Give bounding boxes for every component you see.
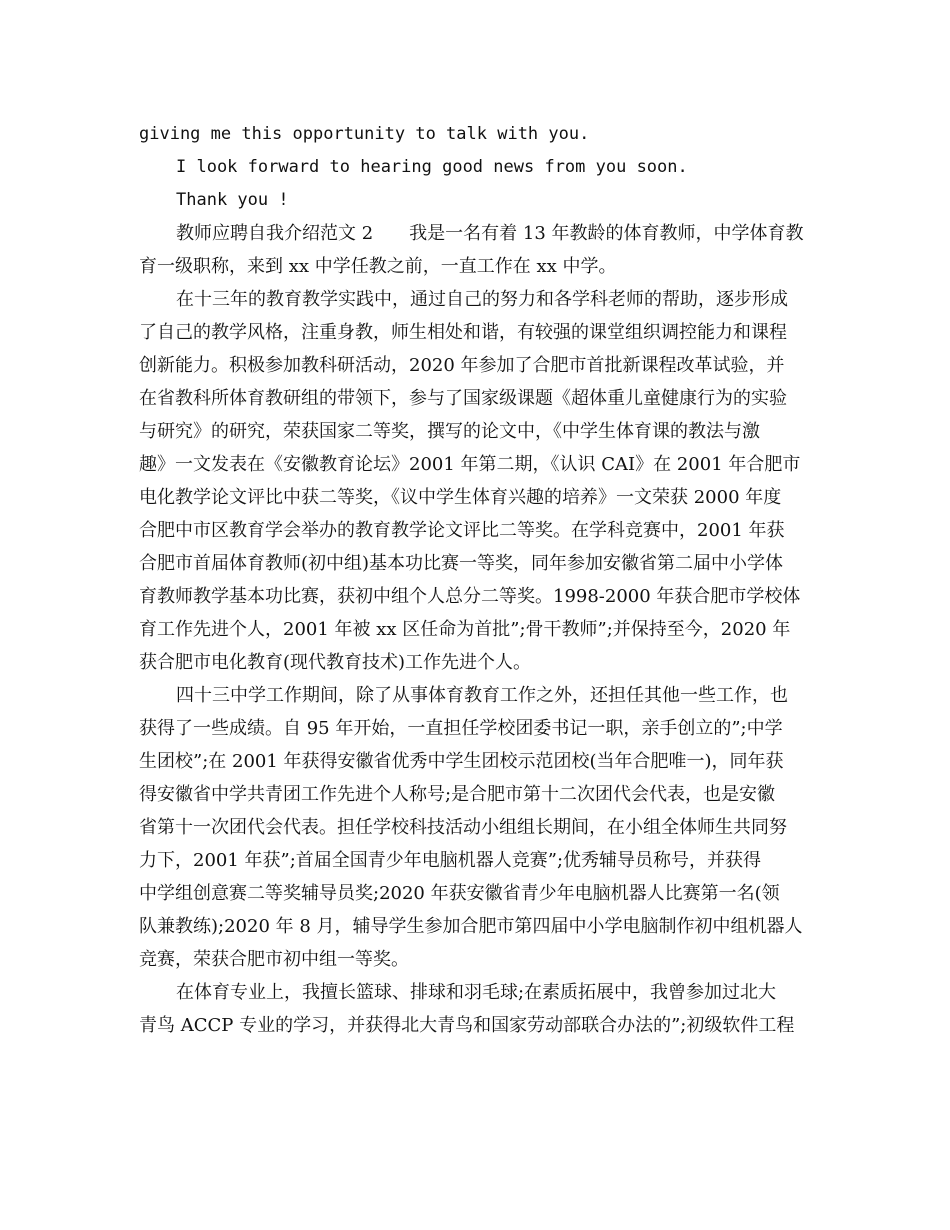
paragraph-line: 中学组创意赛二等奖辅导员奖;2020 年获安徽省青少年电脑机器人比赛第一名(领 [139,883,780,904]
paragraph-line: 趣》一文发表在《安徽教育论坛》2001 年第二期，《认识 CAI》在 2001 年合肥市 [139,454,801,475]
paragraph-line: 教师应聘自我介绍范文 2 我是一名有着 13 年教龄的体育教师，中学体育教 [176,223,804,244]
paragraph-line: 青鸟 ACCP 专业的学习，并获得北大青鸟和国家劳动部联合办法的”;初级软件工程 [139,1015,795,1036]
english-line-3: Thank you ! [176,190,289,210]
paragraph-line: 创新能力。积极参加教科研活动，2020 年参加了合肥市首批新课程改革试验，并 [139,355,785,376]
paragraph-line: 与研究》的研究，荣获国家二等奖，撰写的论文中，《中学生体育课的教法与激 [139,421,760,442]
paragraph-line: 获合肥市电化教育(现代教育技术)工作先进个人。 [139,652,532,673]
paragraph-intro [139,217,811,283]
english-line-2: I look forward to hearing good news from you soon. [176,157,688,177]
paragraph-line: 育工作先进个人，2001 年被 xx 区任命为首批”;骨干教师”;并保持至今，2020 年 [139,619,791,640]
paragraph-line: 生团校”;在 2001 年获得安徽省优秀中学生团校示范团校(当年合肥唯一)，同年获 [139,751,784,772]
paragraph-line: 了自己的教学风格，注重身教，师生相处和谐，有较强的课堂组织调控能力和课程 [139,322,787,343]
paragraph-line: 力下，2001 年获”;首届全国青少年电脑机器人竞赛”;优秀辅导员称号，并获得 [139,850,762,871]
paragraph-line: 在体育专业上，我擅长篮球、排球和羽毛球;在素质拓展中，我曾参加过北大 [176,982,777,1003]
paragraph-other-work [139,679,811,976]
paragraph-line: 得安徽省中学共青团工作先进个人称号;是合肥市第十二次团代会代表，也是安徽 [139,784,776,805]
paragraph-line: 育教师教学基本功比赛，获初中组个人总分二等奖。1998-2000 年获合肥市学校体 [139,586,801,607]
paragraph-line: 育一级职称，来到 xx 中学任教之前，一直工作在 xx 中学。 [139,256,617,277]
english-line-1: giving me this opportunity to talk with you. [139,124,590,144]
paragraph-line: 四十三中学工作期间，除了从事体育教育工作之外，还担任其他一些工作，也 [176,685,788,706]
paragraph-line: 合肥市首届体育教师(初中组)基本功比赛一等奖，同年参加安徽省第二届中小学体 [139,553,784,574]
paragraph-line: 省第十一次团代会代表。担任学校科技活动小组组长期间，在小组全体师生共同努 [139,817,787,838]
paragraph-sports-skills [139,976,811,1042]
paragraph-line: 合肥中市区教育学会举办的教育教学论文评比二等奖。在学科竞赛中，2001 年获 [139,520,785,541]
paragraph-line: 在省教科所体育教研组的带领下，参与了国家级课题《超体重儿童健康行为的实验 [139,388,787,409]
paragraph-line: 竞赛，荣获合肥市初中组一等奖。 [139,949,409,970]
paragraph-line: 队兼教练);2020 年 8 月，辅导学生参加合肥市第四届中小学电脑制作初中组机器人 [139,916,803,937]
paragraph-line: 在十三年的教育教学实践中，通过自己的努力和各学科老师的帮助，逐步形成 [176,289,788,310]
document-body [139,118,811,1042]
paragraph-teaching-practice [139,283,811,679]
paragraph-line: 获得了一些成绩。自 95 年开始，一直担任学校团委书记一职，亲手创立的”;中学 [139,718,783,739]
paragraph-line: 电化教学论文评比中获二等奖，《议中学生体育兴趣的培养》一文荣获 2000 年度 [139,487,782,508]
